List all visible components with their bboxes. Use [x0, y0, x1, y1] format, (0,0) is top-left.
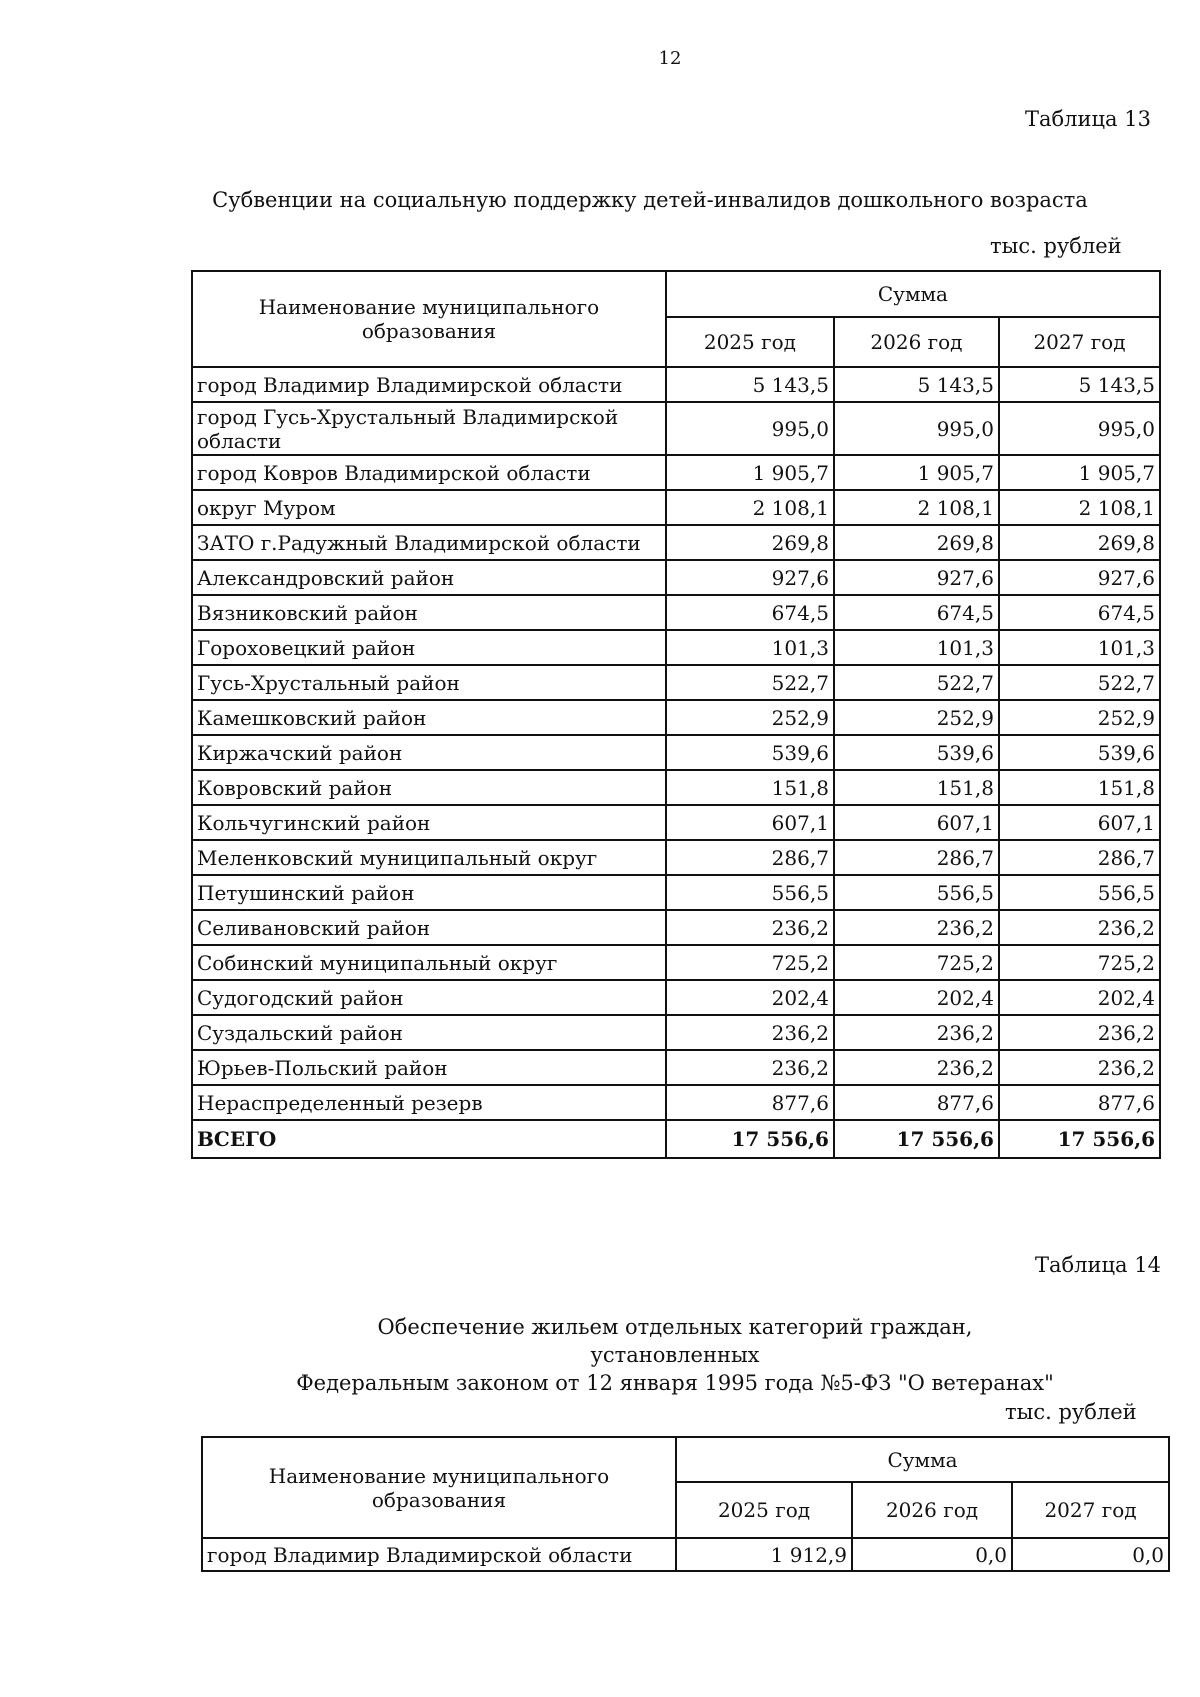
value-2027: 269,8 — [999, 525, 1160, 560]
page-number: 12 — [658, 48, 682, 69]
row-name: Собинский муниципальный округ — [192, 945, 666, 980]
value-2025: 522,7 — [666, 665, 834, 700]
value-2026: 5 143,5 — [834, 367, 999, 402]
value-2025: 927,6 — [666, 560, 834, 595]
table14-label: Таблица 14 — [1035, 1253, 1161, 1277]
value-2027: 522,7 — [999, 665, 1160, 700]
value-2025: 17 556,6 — [666, 1120, 834, 1158]
value-2026: 674,5 — [834, 595, 999, 630]
table-row — [192, 910, 1160, 945]
value-2026: 877,6 — [834, 1085, 999, 1120]
row-name: Александровский район — [192, 560, 666, 595]
value-2025: 236,2 — [666, 910, 834, 945]
table-row — [192, 945, 1160, 980]
header-year-2025: 2025 год — [666, 317, 834, 367]
value-2026: 17 556,6 — [834, 1120, 999, 1158]
row-name: Гороховецкий район — [192, 630, 666, 665]
value-2027: 236,2 — [999, 910, 1160, 945]
table13 — [191, 270, 1161, 1159]
value-2027: 202,4 — [999, 980, 1160, 1015]
value-2027: 252,9 — [999, 700, 1160, 735]
row-name: Петушинский район — [192, 875, 666, 910]
value-2027: 556,5 — [999, 875, 1160, 910]
value-2027: 877,6 — [999, 1085, 1160, 1120]
row-name: Киржачский район — [192, 735, 666, 770]
value-2026: 607,1 — [834, 805, 999, 840]
value-2027: 236,2 — [999, 1050, 1160, 1085]
value-2026: 269,8 — [834, 525, 999, 560]
value-2025: 236,2 — [666, 1050, 834, 1085]
value-2025: 539,6 — [666, 735, 834, 770]
value-2026: 995,0 — [834, 402, 999, 455]
row-name: город Гусь-Хрустальный Владимирской области — [192, 402, 666, 455]
header-name-column: Наименование муниципального образования — [202, 1437, 676, 1538]
value-2025: 1 912,9 — [676, 1538, 852, 1571]
row-name: Кольчугинский район — [192, 805, 666, 840]
table-row — [192, 402, 1160, 455]
value-2027: 927,6 — [999, 560, 1160, 595]
table-row — [192, 367, 1160, 402]
header-sum: Сумма — [666, 271, 1160, 317]
table-row — [192, 630, 1160, 665]
table-row — [192, 840, 1160, 875]
table-row — [192, 1050, 1160, 1085]
value-2027: 725,2 — [999, 945, 1160, 980]
table-row — [192, 525, 1160, 560]
value-2026: 927,6 — [834, 560, 999, 595]
value-2027: 151,8 — [999, 770, 1160, 805]
row-name: Вязниковский район — [192, 595, 666, 630]
table-row — [192, 560, 1160, 595]
table-row — [192, 875, 1160, 910]
table14 — [201, 1436, 1170, 1572]
row-name: ВСЕГО — [192, 1120, 666, 1158]
value-2027: 607,1 — [999, 805, 1160, 840]
value-2026: 0,0 — [852, 1538, 1012, 1571]
table-row — [202, 1538, 1169, 1571]
table-row — [192, 980, 1160, 1015]
total-row — [192, 1120, 1160, 1158]
value-2025: 877,6 — [666, 1085, 834, 1120]
row-name: город Владимир Владимирской области — [192, 367, 666, 402]
table-row — [192, 700, 1160, 735]
value-2027: 539,6 — [999, 735, 1160, 770]
value-2025: 5 143,5 — [666, 367, 834, 402]
table-row — [192, 455, 1160, 490]
value-2027: 0,0 — [1012, 1538, 1169, 1571]
value-2025: 995,0 — [666, 402, 834, 455]
header-year-2027: 2027 год — [1012, 1482, 1169, 1538]
row-name: Суздальский район — [192, 1015, 666, 1050]
value-2025: 1 905,7 — [666, 455, 834, 490]
value-2027: 674,5 — [999, 595, 1160, 630]
value-2026: 2 108,1 — [834, 490, 999, 525]
value-2026: 252,9 — [834, 700, 999, 735]
row-name: город Ковров Владимирской области — [192, 455, 666, 490]
header-sum: Сумма — [676, 1437, 1169, 1482]
row-name: Ковровский район — [192, 770, 666, 805]
value-2027: 1 905,7 — [999, 455, 1160, 490]
value-2026: 556,5 — [834, 875, 999, 910]
table-row — [192, 1015, 1160, 1050]
table-row — [192, 805, 1160, 840]
value-2026: 286,7 — [834, 840, 999, 875]
value-2025: 607,1 — [666, 805, 834, 840]
value-2027: 2 108,1 — [999, 490, 1160, 525]
header-year-2027: 2027 год — [999, 317, 1160, 367]
row-name: Судогодский район — [192, 980, 666, 1015]
value-2027: 17 556,6 — [999, 1120, 1160, 1158]
row-name: Нераспределенный резерв — [192, 1085, 666, 1120]
value-2027: 286,7 — [999, 840, 1160, 875]
value-2025: 2 108,1 — [666, 490, 834, 525]
table-row — [192, 665, 1160, 700]
table14-title — [290, 1313, 1060, 1397]
header-year-2026: 2026 год — [834, 317, 999, 367]
value-2027: 995,0 — [999, 402, 1160, 455]
value-2025: 556,5 — [666, 875, 834, 910]
table14-title-line2: Федеральным законом от 12 января 1995 года №5-ФЗ "О ветеранах" — [296, 1371, 1054, 1395]
header-year-2025: 2025 год — [676, 1482, 852, 1538]
header-year-2026: 2026 год — [852, 1482, 1012, 1538]
value-2027: 101,3 — [999, 630, 1160, 665]
value-2025: 151,8 — [666, 770, 834, 805]
row-name: Гусь-Хрустальный район — [192, 665, 666, 700]
value-2025: 252,9 — [666, 700, 834, 735]
table13-title: Субвенции на социальную поддержку детей-инвалидов дошкольного возраста — [212, 188, 1088, 212]
table13-label: Таблица 13 — [1025, 107, 1151, 131]
value-2025: 236,2 — [666, 1015, 834, 1050]
value-2026: 522,7 — [834, 665, 999, 700]
value-2025: 674,5 — [666, 595, 834, 630]
header-name-column: Наименование муниципального образования — [192, 271, 666, 367]
table-row — [192, 735, 1160, 770]
value-2026: 151,8 — [834, 770, 999, 805]
table-row — [192, 1085, 1160, 1120]
row-name: Камешковский район — [192, 700, 666, 735]
table-row — [192, 490, 1160, 525]
value-2025: 202,4 — [666, 980, 834, 1015]
value-2026: 236,2 — [834, 1050, 999, 1085]
value-2026: 202,4 — [834, 980, 999, 1015]
row-name: Юрьев-Польский район — [192, 1050, 666, 1085]
table-row — [192, 770, 1160, 805]
table13-units: тыс. рублей — [990, 234, 1122, 258]
row-name: город Владимир Владимирской области — [202, 1538, 676, 1571]
value-2026: 236,2 — [834, 1015, 999, 1050]
row-name: Селивановский район — [192, 910, 666, 945]
value-2025: 101,3 — [666, 630, 834, 665]
value-2025: 286,7 — [666, 840, 834, 875]
table14-title-line1: Обеспечение жильем отдельных категорий граждан, установленных — [377, 1315, 973, 1367]
row-name: округ Муром — [192, 490, 666, 525]
table-row — [192, 595, 1160, 630]
value-2027: 5 143,5 — [999, 367, 1160, 402]
value-2025: 725,2 — [666, 945, 834, 980]
value-2026: 725,2 — [834, 945, 999, 980]
row-name: ЗАТО г.Радужный Владимирской области — [192, 525, 666, 560]
row-name: Меленковский муниципальный округ — [192, 840, 666, 875]
value-2027: 236,2 — [999, 1015, 1160, 1050]
value-2026: 101,3 — [834, 630, 999, 665]
value-2026: 1 905,7 — [834, 455, 999, 490]
value-2026: 236,2 — [834, 910, 999, 945]
value-2025: 269,8 — [666, 525, 834, 560]
value-2026: 539,6 — [834, 735, 999, 770]
table14-units: тыс. рублей — [1005, 1400, 1137, 1424]
